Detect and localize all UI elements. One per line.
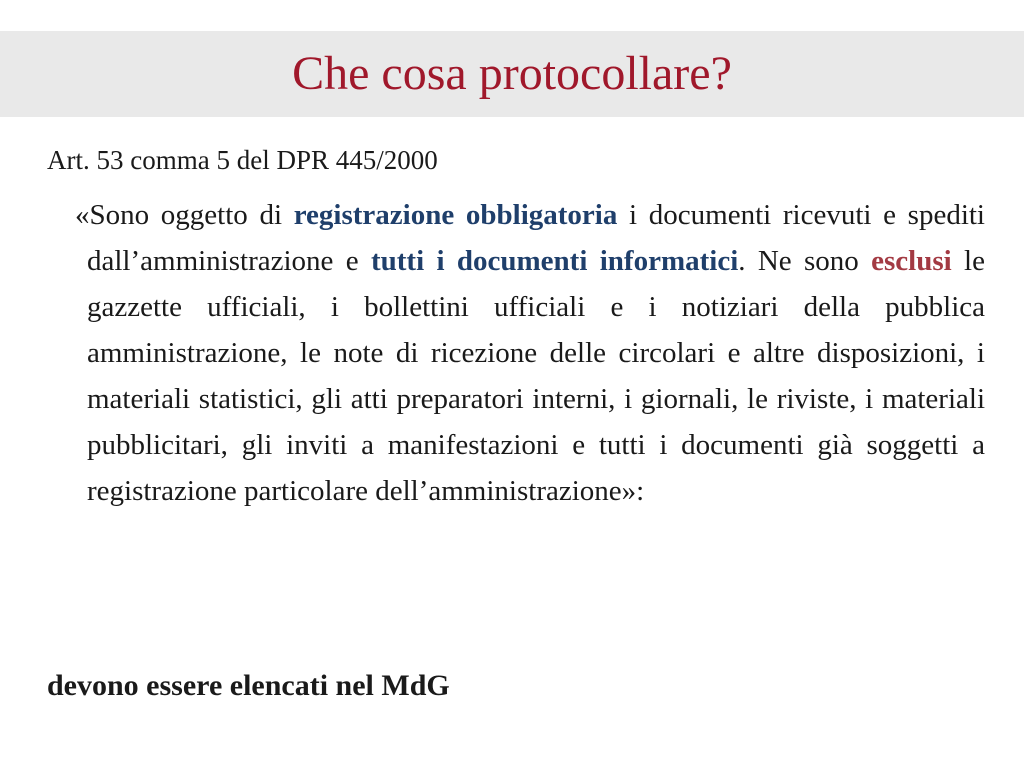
quote-text-1: «Sono oggetto di	[75, 199, 294, 231]
quote-text-4: le gazzette ufficiali, i bollettini ufficiali e i notiziari della pubblica amministrazione, le note di ricezione delle circolari e altre disposizioni, i materiali statistici, gli atti preparatori interni, i giornali, le riviste, i materiali pubblicitari, gli inviti a manifestazioni e tutti i documenti già soggetti a registrazione particolare dell’amministrazione»:	[87, 245, 985, 507]
law-reference: Art. 53 comma 5 del DPR 445/2000	[47, 145, 438, 175]
quote-text-2: i documenti ricevuti e spediti dall’amministrazione e	[87, 199, 985, 277]
law-quote	[75, 192, 985, 514]
keyword-documenti-informatici: tutti i documenti informatici	[370, 245, 739, 277]
slide-title: Che cosa protocollare?	[292, 47, 732, 100]
conclusion-text: devono essere elencati nel MdG	[47, 669, 450, 702]
keyword-registrazione-obbligatoria: registrazione obbligatoria	[293, 199, 618, 231]
quote-text-3: . Ne sono	[738, 245, 872, 277]
keyword-esclusi: esclusi	[871, 245, 952, 277]
